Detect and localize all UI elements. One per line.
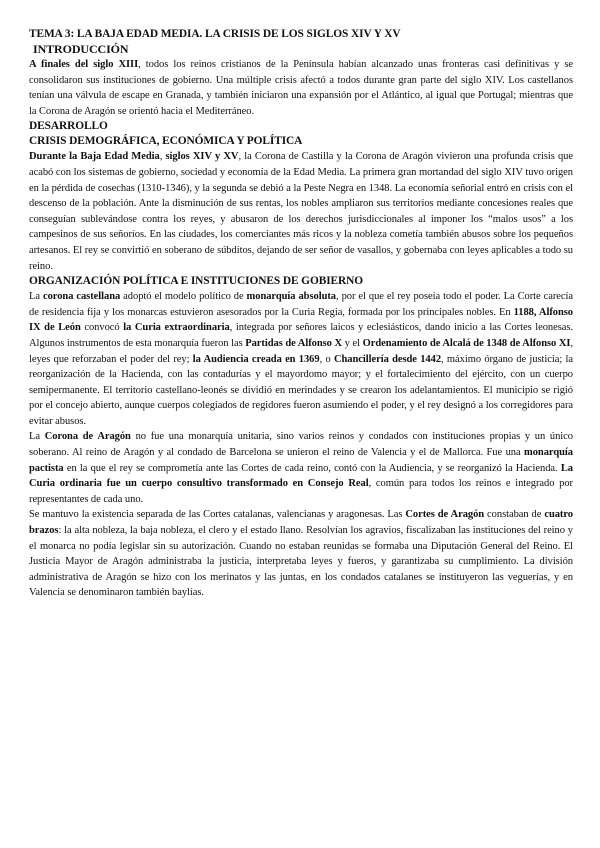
text-run: y el [342,337,363,349]
bold-text-run: Partidas de Alfonso X [245,337,343,349]
text-run: Se mantuvo la existencia separada de las Cortes catalanas, valencianas y aragonesas. Las [29,509,406,521]
document-page [29,27,573,601]
text-run: , por el que el rey poseía todo el poder. La Corte carecía de residencia fija y los monarcas estuvieron asesorados por la Curia Regia, formada por los principales nobles. En [29,291,573,318]
text-run: adoptó el modelo político de [120,291,247,303]
text-run: en la que el rey se comprometía ante las Cortes de cada reino, contó con la Audiencia, y se reorganizó la Hacienda. [63,462,561,474]
castilla-paragraph [29,289,573,429]
bold-text-run: Ordenamiento de Alcalá de 1348 de Alfonso XI [362,337,571,349]
bold-text-run: 1188, Alfonso IX de León [29,306,573,334]
aragon-paragraph [29,429,573,507]
organization-heading: ORGANIZACIÓN POLÍTICA E INSTITUCIONES DE GOBIERNO [29,275,364,288]
bold-text-run: Corona de Aragón [44,431,131,443]
text-run: : la alta nobleza, la baja nobleza, el clero y el estado llano. Resolvían los agravios, fiscalizaban las instituciones del reino y el monarca no podía legislar sin su autorización. Cuando no estaban reunidas se formaba una Diputación General del Reino. El Justicia Mayor de Aragón administraba la justicia, interpretaba leyes y fueros, y garantizaba su cumplimiento. La división administrativa de Aragón se hizo con los merinatos y las juntas, en los condados catalanes se instituyeron las veguerías, y en Valencia se denominaron también baylías. [29,525,573,599]
text-run: convocó [80,322,124,334]
cortes-paragraph [29,507,573,601]
bold-text-run: Cortes de Aragón [405,509,485,521]
bold-text-run: monarquía pactista [29,447,573,474]
text-run: , común para todos los reinos e integrado por representantes de cada uno. [29,478,573,505]
crisis-paragraph [29,149,573,274]
bold-text-run: la Audiencia creada en 1369 [192,353,320,365]
text-run: , la Corona de Castilla y la Corona de Aragón vivieron una profunda crisis que acabó con los sistemas de gobierno, sociedad y economía de la Edad Media. La primera gran mortandad del siglo XIV tuvo origen en la pérdida de cosechas (1310-1346), y la segunda se debió a la Peste Negra en 1348. La economía señorial entró en crisis con el descenso de la población. Ante la disminución de sus rentas, los nobles ampliaron sus territorios mediante concesiones reales que conseguían sublevándose contra los reyes, y abusaron de los derechos jurisdiccionales al imponer los “malos usos” a los campesinos de sus señoríos. En las ciudades, los comerciantes más ricos y la nobleza cometía también abusos sobre los pequeños artesanos. El rey se convirtió en soberano de súbditos, dejando de ser señor de vasallos, y gobernaba con leyes aplicables a todo su reino. [29,151,573,272]
bold-text-run: la Curia extraordinaria [123,322,230,334]
bold-text-run: siglos XIV y XV [165,151,239,163]
bold-text-run: A finales del siglo XIII [29,59,139,70]
bold-text-run: Durante la Baja Edad Media [29,151,160,163]
bold-text-run: corona castellana [42,291,121,303]
text-run: no fue una monarquía unitaria, sino varios reinos y condados con instituciones propias y un único soberano. Al reino de Aragón y al condado de Barcelona se unieron el reino de Valencia y el de Mallorca. Fue una [29,431,573,459]
text-run: La [29,291,43,303]
bold-text-run: monarquía absoluta [246,291,337,303]
crisis-heading: CRISIS DEMOGRÁFICA, ECONÓMICA Y POLÍTICA [29,135,303,148]
text-run: , todos los reinos cristianos de la Península habían alcanzado unas fronteras casi definitivas y se consolidaron sus instituciones de gobierno. Una múltiple crisis afectó a todos durante gran parte del siglo XIV. Los castellanos tenían una válvula de escape en Granada, y también iniciaron una expansión por el Atlántico, al igual que Portugal; mientras que la Corona de Aragón se orientó hacia el Mediterráneo. [29,59,573,117]
text-run: La [29,431,45,443]
text-run: , integrada por señores laicos y eclesiásticos, dando inicio a las Cortes leonesas. Algunos instrumentos de esta monarquía fueron las [29,322,573,349]
bold-text-run: La Curia ordinaria fue un cuerpo consultivo transformado en Consejo Real [29,462,573,490]
intro-heading: INTRODUCCIÓN [33,42,129,56]
text-run: , máximo órgano de justicia; la reorganización de la Hacienda, con las contadurías y el mayordomo mayor; y el fortalecimiento del ejército, con un cuerpo semipermanente. El territorio castellano-leonés se dividió en merindades y se crearon los adelantamientos. El municipio se rigió por el concejo abierto, aunque cuerpos colegiados de regidores fueron asumiendo el poder, y el rey designó a los corregidores para evitar abusos. [29,353,573,427]
intro-paragraph [29,57,573,119]
text-run: , [159,151,166,163]
bold-text-run: cuatro brazos [29,509,573,537]
document-title: TEMA 3: LA BAJA EDAD MEDIA. LA CRISIS DE LOS SIGLOS XIV Y XV [29,28,401,40]
text-run: , o [319,353,334,365]
text-run: constaban de [484,509,545,521]
text-run: , leyes que reforzaban el poder del rey; [29,337,574,365]
bold-text-run: Chancillería desde 1442 [333,353,442,365]
development-heading: DESARROLLO [29,120,108,133]
